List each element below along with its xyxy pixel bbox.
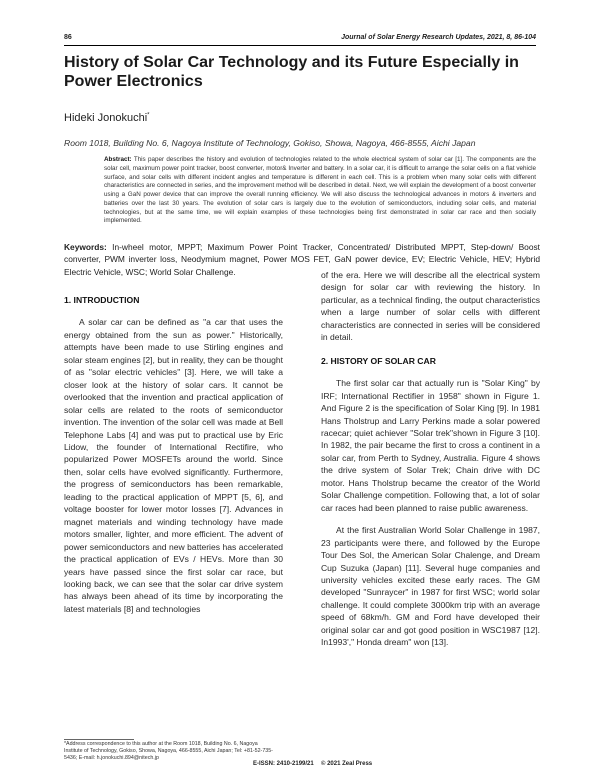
keywords-text: In-wheel motor, MPPT; Maximum Power Point Tracker, Concentrated/ Distributed MPPT, Step-down/ Boost converter, PWM inverter loss, Neodymium magnet, Power MOS FET, GaN power device, EV; Electric Vehicle, HEV; Hybrid Electric Vehicle, WSC; World Solar Challenge.: [64, 242, 540, 277]
right-column: [321, 269, 540, 649]
abstract-label: Abstract:: [104, 156, 132, 163]
page-number: 86: [64, 34, 72, 41]
footnote-divider: [64, 739, 134, 740]
abstract: [104, 156, 536, 226]
left-column: [64, 294, 283, 615]
intro-continuation: of the era. Here we will describe all the electrical system design for solar car with reviewing the history. In particular, as a technical finding, the output characteristics when a large number of solar cells with different characteristics are connected in series will be considered in detail.: [321, 270, 541, 343]
author-name: Hideki Jonokuchi: [64, 112, 148, 124]
paper-title: History of Solar Car Technology and its Future Especially in Power Electronics: [64, 54, 519, 90]
abstract-text: This paper describes the history and evolution of technologies related to the whole electrical system of solar car [1]. The components are the solar cell, maximum power point tracker, boost converter, motor& Inverter and battery. In a solar car, it is difficult to arrange the solar cells on a flat vehicle surface, and solar cells with different incident angles and temperature is different in each cell. This is a problem when many solar cells with different characteristics are connected in series, and the improvement method will be described in detail. Next, we will explain the development of a boost converter using a GaN power device that can improve the overall running efficiency. We will also discuss the technological advances in motors & inverters and batteries over the last 30 years. The evolution of solar cars is largely due to the evolution of semiconductors, including solar cells, and material technologies, but at the same time, we will explain examples of these technologies being first demonstrated in solar car race and then socially implemented.: [104, 156, 536, 225]
journal-citation: Journal of Solar Energy Research Updates, 2021, 8, 86-104: [341, 34, 536, 41]
issn: E-ISSN: 2410-2199/21: [253, 761, 314, 767]
section-2-heading: 2. HISTORY OF SOLAR CAR: [321, 355, 436, 366]
publisher: © 2021 Zeal Press: [321, 761, 373, 767]
section-1-heading: 1. INTRODUCTION: [64, 295, 140, 305]
history-paragraph-2: At the first Australian World Solar Challenge in 1987, 23 participants were there, and followed by the Europe Tour Des Sol, the American Solar Chalenge, and Dream Cup Suzuka (Japan) [11]. Several huge companies and university vehicles excited these early races. The GM developed "Sunraycer" in 1987 for first WSC; world solar challenge. It could complete 3000km trip with an average speed of 68km/h. GM and Ford have developed their original solar car and got good position in WSC1987 [12]. In1993'," Honda dream" won [13].: [321, 525, 540, 648]
author-mark: *: [147, 112, 150, 119]
intro-paragraph: A solar car can be defined as "a car that uses the energy obtained from the sun as power." Historically, attempts have been made to use Stirling engines and solar steam engines [2], but in reality, they can be thought of as "solar electric vehicles" [3]. Here, we will take a closer look at the history of solar cars. It cannot be overlooked that the invention and practical application of solar cells are related to the roots of semiconductor invention. The invention of the solar cell was made at Bell Telephone Labs [4] and was put to practical use by Eric Lidow, the founder of International Rectifire, who popularized Power MOSFETs around the world. Since then, solar cells have evolved significantly. Furthermore, the progress of semiconductors has been remarkable, leading to the practical application of MPPT [5, 6], and voltage booster for lower motor losses [7]. Advances in magnet materials and winding technology have made motors smaller, lighter, and more efficient. The advent of power semiconductors and new batteries has accelerated the practical application of EVs / HEVs. More than 30 years have passed since the first solar car race, but looking back, we can see that the solar car drive system has always been ahead of its time by incorporating the latest materials [8] and technologies: [64, 317, 283, 614]
affiliation: Room 1018, Building No. 6, Nagoya Institute of Technology, Gokiso, Showa, Nagoya, 466-8555, Aichi Japan: [64, 138, 476, 148]
header-divider: [64, 45, 536, 46]
author: [64, 112, 150, 124]
history-paragraph-1: The first solar car that actually run is "Solar King" by IRF; International Rectifier in 1958" shown in Figure 1. And Figure 2 is the specification of Solar King [9]. In 1981 Hans Tholstrup and Larry Perkins made a solar powered racecar; quiet achiever "Solar trek"shown in Figure 3 [10]. In 1982, the pair became the first to cross a continent in a solar car, from Perth to Sydney, Australia. Figure 4 shows the drive system of Solar Trek; Chain drive with DC motor. Hans Tholstrup became the creator of the World Solar Challenge competition. Following that, a lot of solar car races had been planned to raise public awareness.: [321, 378, 540, 513]
keywords-label: Keywords:: [64, 242, 107, 252]
footnote: *Address correspondence to this author at the Room 1018, Building No. 6, Nagoya Institute of Technology, Gokiso, Showa, Nagoya, 466-8555, Aichi Japan; Tel: +81-52-735-5436; E-mail: h.jonokuchi.894@nitech.jp: [64, 741, 273, 761]
